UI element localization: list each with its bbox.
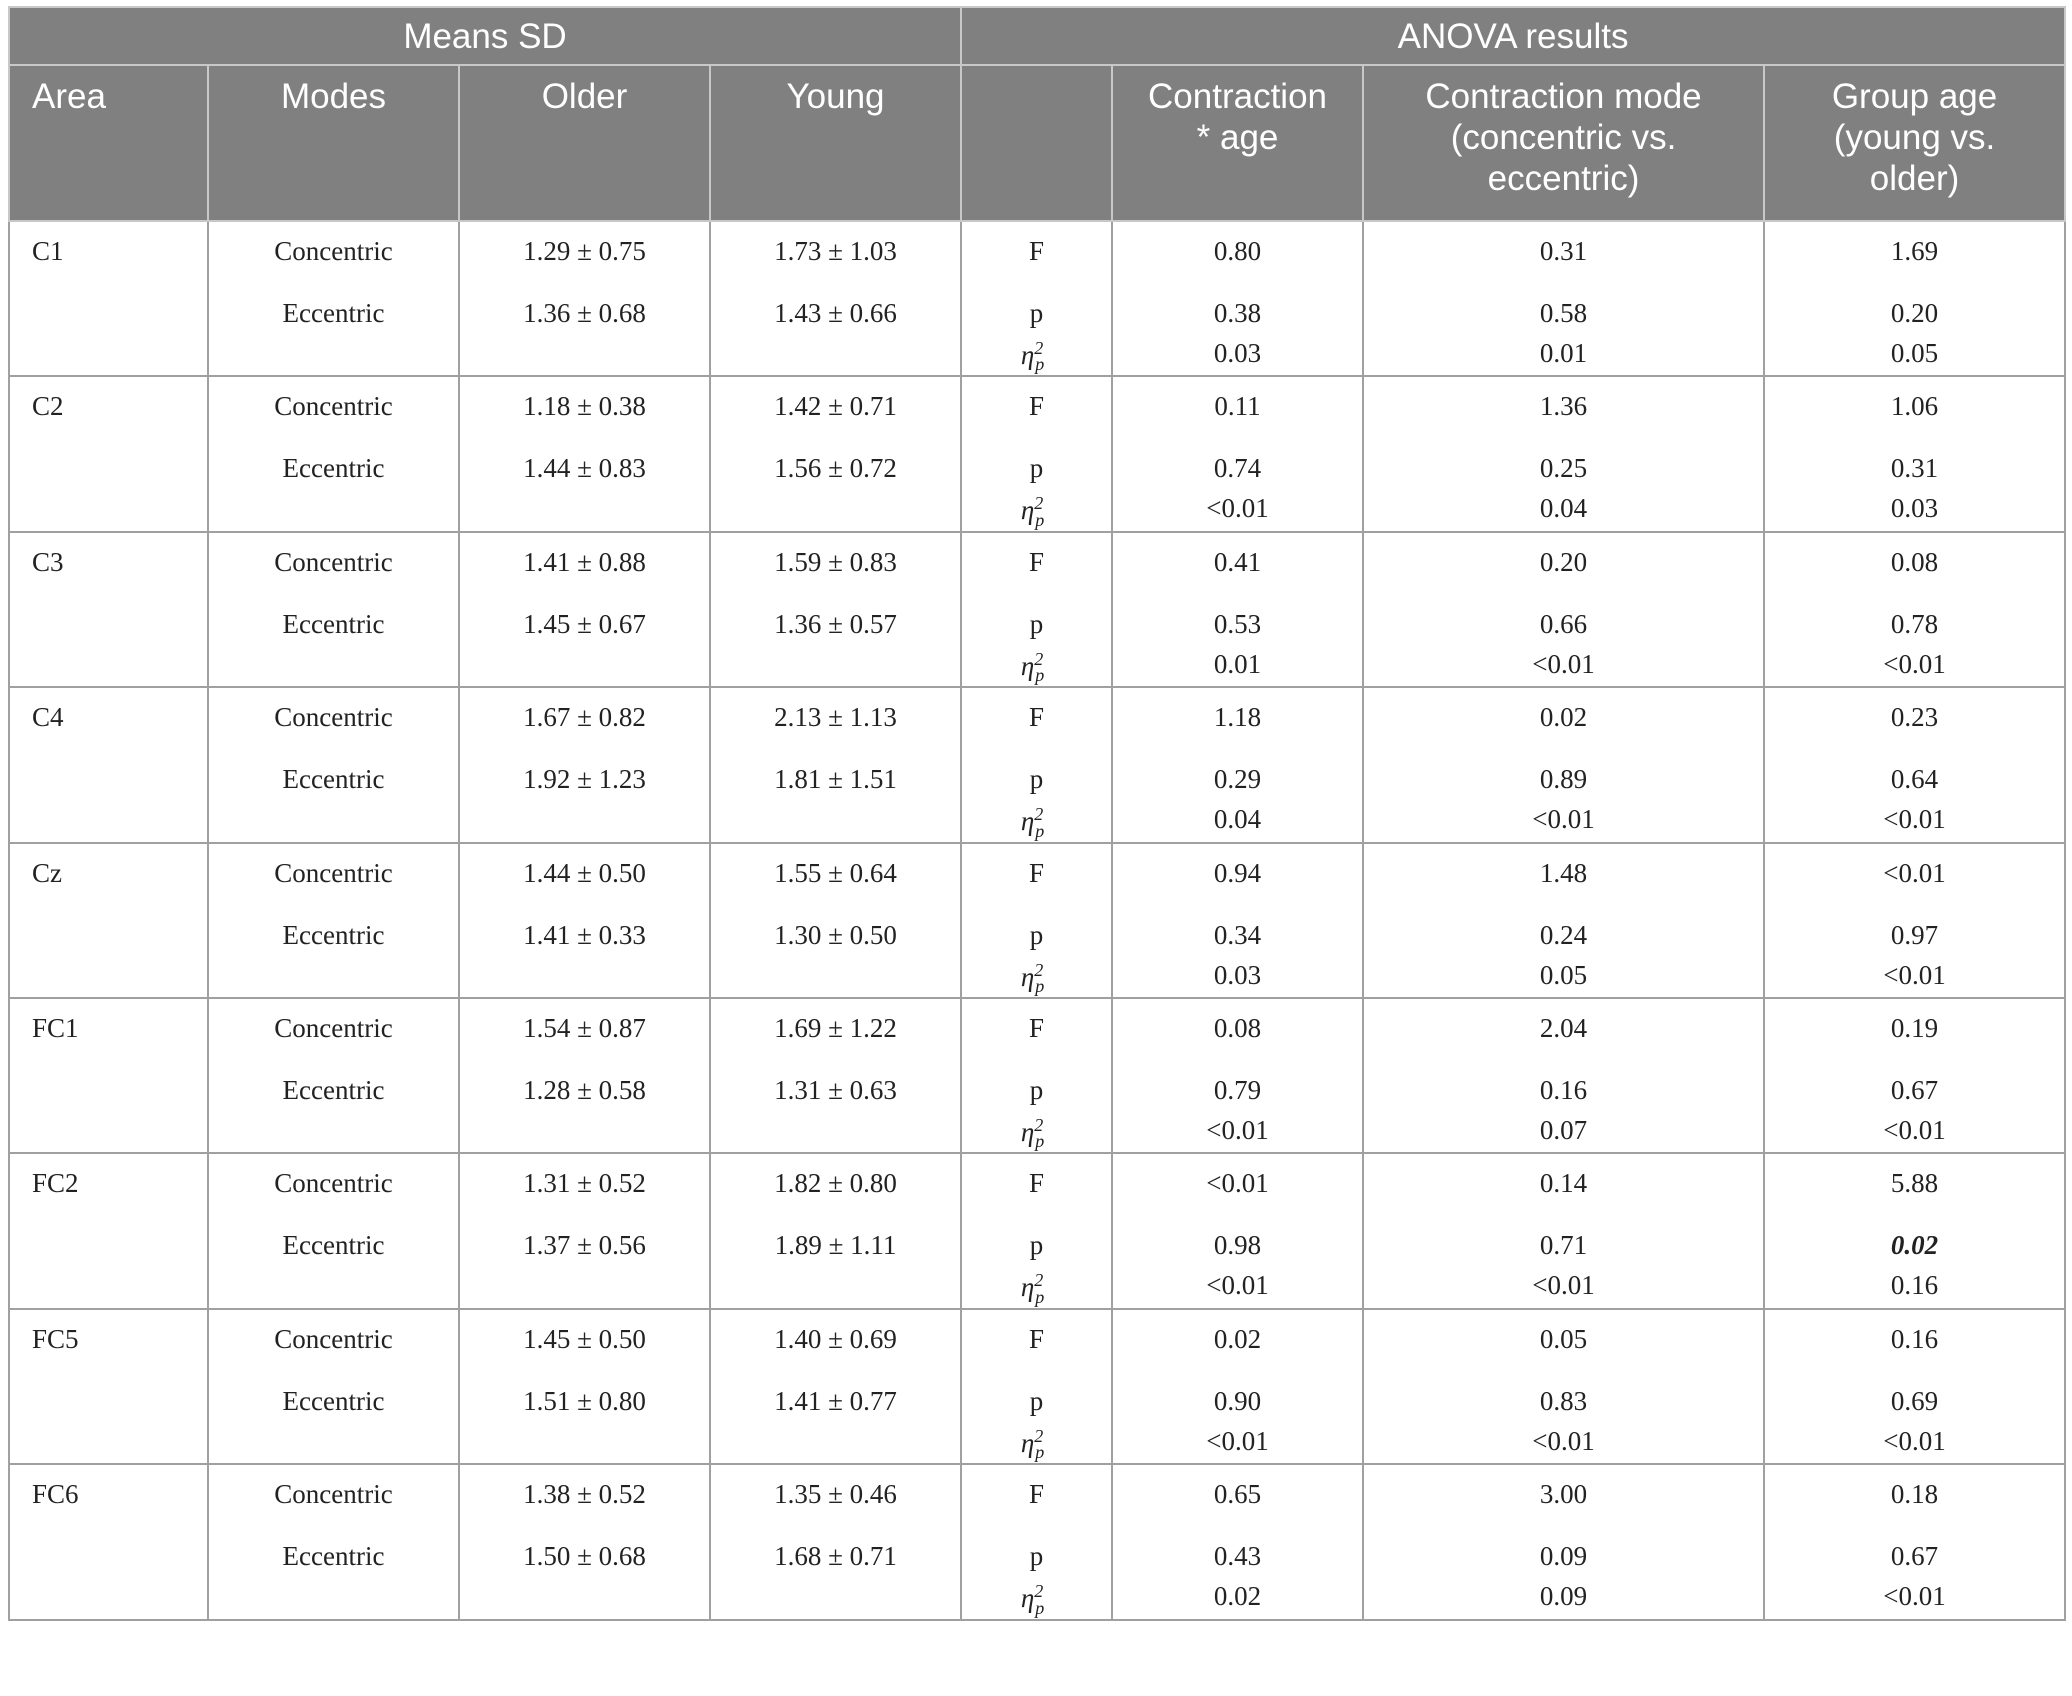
- older-mean-cell: 1.41 ± 0.88: [459, 532, 710, 591]
- mode-cell: Eccentric: [208, 1212, 459, 1270]
- contraction-mode-value-cell: 0.66: [1363, 591, 1764, 649]
- area-row-group: [9, 376, 2065, 531]
- area-cell: [9, 435, 208, 493]
- older-mean-cell: [459, 338, 710, 376]
- area-row-group: [9, 843, 2065, 998]
- table-row: [9, 804, 2065, 842]
- table-row: [9, 280, 2065, 338]
- group-age-value-cell: 0.19: [1764, 998, 2065, 1057]
- interaction-value-cell: 0.29: [1112, 746, 1363, 804]
- contraction-age-column-header: Contraction * age: [1112, 65, 1363, 221]
- contraction-mode-value-cell: 0.01: [1363, 338, 1764, 376]
- young-mean-cell: 1.30 ± 0.50: [710, 902, 961, 960]
- contraction-mode-value-cell: 3.00: [1363, 1464, 1764, 1523]
- contraction-mode-value-cell: <0.01: [1363, 649, 1764, 687]
- young-mean-cell: 1.41 ± 0.77: [710, 1368, 961, 1426]
- table-row: [9, 1270, 2065, 1308]
- older-mean-cell: [459, 804, 710, 842]
- group-age-value-cell: 0.97: [1764, 902, 2065, 960]
- mode-cell: Concentric: [208, 998, 459, 1057]
- contraction-mode-value-cell: 1.36: [1363, 376, 1764, 435]
- young-mean-cell: 2.13 ± 1.13: [710, 687, 961, 746]
- interaction-value-cell: <0.01: [1112, 1270, 1363, 1308]
- interaction-value-cell: 0.11: [1112, 376, 1363, 435]
- young-mean-cell: 1.81 ± 1.51: [710, 746, 961, 804]
- area-row-group: [9, 1153, 2065, 1308]
- area-cell: FC5: [9, 1309, 208, 1368]
- interaction-value-cell: 0.02: [1112, 1581, 1363, 1619]
- mode-cell: [208, 493, 459, 531]
- older-mean-cell: [459, 649, 710, 687]
- contraction-mode-value-cell: 0.24: [1363, 902, 1764, 960]
- interaction-value-cell: 0.41: [1112, 532, 1363, 591]
- interaction-value-cell: 0.94: [1112, 843, 1363, 902]
- mode-cell: [208, 1115, 459, 1153]
- table-row: [9, 649, 2065, 687]
- table-row: [9, 221, 2065, 280]
- contraction-mode-value-cell: 0.20: [1363, 532, 1764, 591]
- mode-cell: Eccentric: [208, 902, 459, 960]
- area-cell: [9, 960, 208, 998]
- older-mean-cell: [459, 1426, 710, 1464]
- young-mean-cell: [710, 493, 961, 531]
- contraction-mode-value-cell: <0.01: [1363, 1426, 1764, 1464]
- young-mean-cell: [710, 960, 961, 998]
- area-cell: [9, 591, 208, 649]
- statistic-label-cell: $\eta^2_p$: [961, 493, 1112, 531]
- modes-column-header: Modes: [208, 65, 459, 221]
- group-age-value-cell: 0.08: [1764, 532, 2065, 591]
- results-table-container: [8, 6, 2064, 1621]
- older-mean-cell: 1.28 ± 0.58: [459, 1057, 710, 1115]
- statistic-label-cell: $\eta^2_p$: [961, 649, 1112, 687]
- statistic-label-cell: $\eta^2_p$: [961, 1270, 1112, 1308]
- older-mean-cell: 1.92 ± 1.23: [459, 746, 710, 804]
- table-row: [9, 435, 2065, 493]
- area-cell: [9, 1523, 208, 1581]
- area-cell: [9, 1270, 208, 1308]
- young-column-header: Young: [710, 65, 961, 221]
- area-row-group: [9, 998, 2065, 1153]
- table-row: [9, 1212, 2065, 1270]
- group-age-value-cell: 0.78: [1764, 591, 2065, 649]
- interaction-value-cell: 0.98: [1112, 1212, 1363, 1270]
- table-row: [9, 591, 2065, 649]
- area-cell: [9, 1581, 208, 1619]
- mode-cell: Eccentric: [208, 1057, 459, 1115]
- young-mean-cell: 1.82 ± 0.80: [710, 1153, 961, 1212]
- table-row: [9, 1115, 2065, 1153]
- area-cell: Cz: [9, 843, 208, 902]
- older-mean-cell: 1.67 ± 0.82: [459, 687, 710, 746]
- interaction-value-cell: 1.18: [1112, 687, 1363, 746]
- older-mean-cell: 1.44 ± 0.50: [459, 843, 710, 902]
- young-mean-cell: [710, 1426, 961, 1464]
- young-mean-cell: [710, 1115, 961, 1153]
- contraction-mode-value-cell: 0.09: [1363, 1523, 1764, 1581]
- group-age-value-cell: 0.16: [1764, 1309, 2065, 1368]
- statistic-label-cell: p: [961, 1212, 1112, 1270]
- mode-cell: Concentric: [208, 843, 459, 902]
- interaction-value-cell: 0.01: [1112, 649, 1363, 687]
- area-column-header: Area: [9, 65, 208, 221]
- contraction-mode-value-cell: 1.48: [1363, 843, 1764, 902]
- interaction-value-cell: 0.90: [1112, 1368, 1363, 1426]
- means-sd-group-header: Means SD: [9, 7, 961, 65]
- older-mean-cell: 1.50 ± 0.68: [459, 1523, 710, 1581]
- statistic-label-cell: $\eta^2_p$: [961, 338, 1112, 376]
- mode-cell: Eccentric: [208, 1523, 459, 1581]
- statistic-label-cell: p: [961, 1368, 1112, 1426]
- area-cell: [9, 338, 208, 376]
- interaction-value-cell: 0.65: [1112, 1464, 1363, 1523]
- young-mean-cell: 1.43 ± 0.66: [710, 280, 961, 338]
- mode-cell: Concentric: [208, 1153, 459, 1212]
- interaction-value-cell: 0.74: [1112, 435, 1363, 493]
- young-mean-cell: 1.55 ± 0.64: [710, 843, 961, 902]
- group-age-value-cell: 0.02: [1764, 1212, 2065, 1270]
- table-row: [9, 338, 2065, 376]
- area-cell: C3: [9, 532, 208, 591]
- area-row-group: [9, 1309, 2065, 1464]
- results-table: [8, 6, 2066, 1621]
- young-mean-cell: 1.35 ± 0.46: [710, 1464, 961, 1523]
- statistic-label-cell: F: [961, 221, 1112, 280]
- table-row: [9, 493, 2065, 531]
- older-mean-cell: 1.37 ± 0.56: [459, 1212, 710, 1270]
- interaction-value-cell: 0.03: [1112, 338, 1363, 376]
- statistic-label-cell: F: [961, 376, 1112, 435]
- older-mean-cell: [459, 1115, 710, 1153]
- contraction-mode-value-cell: 0.83: [1363, 1368, 1764, 1426]
- young-mean-cell: 1.69 ± 1.22: [710, 998, 961, 1057]
- area-cell: FC2: [9, 1153, 208, 1212]
- contraction-mode-value-cell: 0.16: [1363, 1057, 1764, 1115]
- older-mean-cell: [459, 960, 710, 998]
- area-row-group: [9, 1464, 2065, 1619]
- table-row: [9, 746, 2065, 804]
- anova-results-group-header: ANOVA results: [961, 7, 2065, 65]
- interaction-value-cell: 0.53: [1112, 591, 1363, 649]
- contraction-mode-value-cell: 0.71: [1363, 1212, 1764, 1270]
- older-mean-cell: 1.54 ± 0.87: [459, 998, 710, 1057]
- mode-cell: Concentric: [208, 376, 459, 435]
- young-mean-cell: [710, 338, 961, 376]
- older-column-header: Older: [459, 65, 710, 221]
- table-row: [9, 532, 2065, 591]
- group-age-value-cell: <0.01: [1764, 1115, 2065, 1153]
- statistic-label-cell: F: [961, 532, 1112, 591]
- group-age-value-cell: <0.01: [1764, 960, 2065, 998]
- young-mean-cell: [710, 649, 961, 687]
- contraction-mode-value-cell: 0.09: [1363, 1581, 1764, 1619]
- statistic-label-cell: F: [961, 998, 1112, 1057]
- contraction-mode-value-cell: 0.25: [1363, 435, 1764, 493]
- older-mean-cell: 1.45 ± 0.50: [459, 1309, 710, 1368]
- young-mean-cell: 1.59 ± 0.83: [710, 532, 961, 591]
- group-age-value-cell: <0.01: [1764, 804, 2065, 842]
- group-age-column-header: Group age (young vs. older): [1764, 65, 2065, 221]
- table-row: [9, 1464, 2065, 1523]
- group-age-value-cell: 1.69: [1764, 221, 2065, 280]
- group-age-value-cell: <0.01: [1764, 843, 2065, 902]
- young-mean-cell: 1.68 ± 0.71: [710, 1523, 961, 1581]
- older-mean-cell: 1.31 ± 0.52: [459, 1153, 710, 1212]
- area-cell: [9, 1212, 208, 1270]
- young-mean-cell: [710, 804, 961, 842]
- statistic-label-cell: p: [961, 1523, 1112, 1581]
- young-mean-cell: 1.31 ± 0.63: [710, 1057, 961, 1115]
- older-mean-cell: 1.36 ± 0.68: [459, 280, 710, 338]
- older-mean-cell: 1.18 ± 0.38: [459, 376, 710, 435]
- table-row: [9, 1153, 2065, 1212]
- mode-cell: [208, 1270, 459, 1308]
- young-mean-cell: 1.36 ± 0.57: [710, 591, 961, 649]
- statistic-label-cell: F: [961, 1309, 1112, 1368]
- table-row: [9, 1368, 2065, 1426]
- area-cell: FC6: [9, 1464, 208, 1523]
- young-mean-cell: 1.42 ± 0.71: [710, 376, 961, 435]
- group-age-value-cell: 1.06: [1764, 376, 2065, 435]
- statistic-label-cell: p: [961, 591, 1112, 649]
- older-mean-cell: 1.29 ± 0.75: [459, 221, 710, 280]
- statistic-label-cell: p: [961, 1057, 1112, 1115]
- older-mean-cell: 1.44 ± 0.83: [459, 435, 710, 493]
- group-age-value-cell: 0.69: [1764, 1368, 2065, 1426]
- group-age-value-cell: 0.20: [1764, 280, 2065, 338]
- area-cell: [9, 1115, 208, 1153]
- area-cell: FC1: [9, 998, 208, 1057]
- group-age-value-cell: 0.16: [1764, 1270, 2065, 1308]
- area-cell: [9, 649, 208, 687]
- interaction-value-cell: <0.01: [1112, 493, 1363, 531]
- table-row: [9, 1426, 2065, 1464]
- mode-cell: [208, 1581, 459, 1619]
- area-cell: [9, 746, 208, 804]
- table-row: [9, 1309, 2065, 1368]
- area-row-group: [9, 532, 2065, 687]
- statistic-label-cell: p: [961, 435, 1112, 493]
- mode-cell: [208, 649, 459, 687]
- group-age-value-cell: 0.03: [1764, 493, 2065, 531]
- group-age-value-cell: 0.67: [1764, 1057, 2065, 1115]
- group-age-value-cell: 0.05: [1764, 338, 2065, 376]
- statistic-label-cell: $\eta^2_p$: [961, 804, 1112, 842]
- area-row-group: [9, 221, 2065, 376]
- mode-cell: Concentric: [208, 221, 459, 280]
- contraction-mode-value-cell: <0.01: [1363, 1270, 1764, 1308]
- mode-cell: [208, 338, 459, 376]
- group-age-value-cell: 0.31: [1764, 435, 2065, 493]
- statistic-label-cell: p: [961, 280, 1112, 338]
- table-row: [9, 843, 2065, 902]
- interaction-value-cell: 0.34: [1112, 902, 1363, 960]
- group-age-value-cell: <0.01: [1764, 1581, 2065, 1619]
- statistic-label-cell: F: [961, 1153, 1112, 1212]
- older-mean-cell: [459, 1581, 710, 1619]
- contraction-mode-column-header: Contraction mode (concentric vs. eccentric): [1363, 65, 1764, 221]
- interaction-value-cell: 0.80: [1112, 221, 1363, 280]
- contraction-mode-value-cell: 0.07: [1363, 1115, 1764, 1153]
- mode-cell: Concentric: [208, 532, 459, 591]
- table-row: [9, 687, 2065, 746]
- group-age-value-cell: <0.01: [1764, 1426, 2065, 1464]
- interaction-value-cell: <0.01: [1112, 1426, 1363, 1464]
- older-mean-cell: 1.45 ± 0.67: [459, 591, 710, 649]
- young-mean-cell: [710, 1581, 961, 1619]
- group-age-value-cell: 0.64: [1764, 746, 2065, 804]
- mode-cell: [208, 1426, 459, 1464]
- area-row-group: [9, 687, 2065, 842]
- statistic-label-cell: F: [961, 1464, 1112, 1523]
- table-row: [9, 376, 2065, 435]
- statistic-label-cell: p: [961, 902, 1112, 960]
- young-mean-cell: 1.89 ± 1.11: [710, 1212, 961, 1270]
- group-age-value-cell: 5.88: [1764, 1153, 2065, 1212]
- area-cell: [9, 902, 208, 960]
- statistic-label-cell: $\eta^2_p$: [961, 1115, 1112, 1153]
- contraction-mode-value-cell: 0.14: [1363, 1153, 1764, 1212]
- table-row: [9, 902, 2065, 960]
- mode-cell: [208, 804, 459, 842]
- area-cell: C4: [9, 687, 208, 746]
- mode-cell: Concentric: [208, 687, 459, 746]
- older-mean-cell: [459, 1270, 710, 1308]
- interaction-value-cell: <0.01: [1112, 1153, 1363, 1212]
- contraction-mode-value-cell: 0.89: [1363, 746, 1764, 804]
- mode-cell: Concentric: [208, 1464, 459, 1523]
- statistic-label-cell: F: [961, 687, 1112, 746]
- young-mean-cell: 1.56 ± 0.72: [710, 435, 961, 493]
- table-row: [9, 1057, 2065, 1115]
- contraction-mode-value-cell: 0.02: [1363, 687, 1764, 746]
- statistic-column-header: [961, 65, 1112, 221]
- interaction-value-cell: 0.38: [1112, 280, 1363, 338]
- older-mean-cell: 1.41 ± 0.33: [459, 902, 710, 960]
- mode-cell: [208, 960, 459, 998]
- mode-cell: Eccentric: [208, 746, 459, 804]
- statistic-label-cell: $\eta^2_p$: [961, 1581, 1112, 1619]
- area-cell: C2: [9, 376, 208, 435]
- older-mean-cell: 1.51 ± 0.80: [459, 1368, 710, 1426]
- interaction-value-cell: 0.79: [1112, 1057, 1363, 1115]
- table-row: [9, 1581, 2065, 1619]
- area-cell: [9, 1057, 208, 1115]
- mode-cell: Concentric: [208, 1309, 459, 1368]
- group-age-value-cell: 0.23: [1764, 687, 2065, 746]
- area-cell: [9, 1426, 208, 1464]
- young-mean-cell: 1.73 ± 1.03: [710, 221, 961, 280]
- interaction-value-cell: 0.03: [1112, 960, 1363, 998]
- statistic-label-cell: $\eta^2_p$: [961, 960, 1112, 998]
- mode-cell: Eccentric: [208, 1368, 459, 1426]
- interaction-value-cell: 0.08: [1112, 998, 1363, 1057]
- area-cell: [9, 804, 208, 842]
- mode-cell: Eccentric: [208, 280, 459, 338]
- interaction-value-cell: 0.04: [1112, 804, 1363, 842]
- table-row: [9, 960, 2065, 998]
- mode-cell: Eccentric: [208, 435, 459, 493]
- young-mean-cell: 1.40 ± 0.69: [710, 1309, 961, 1368]
- interaction-value-cell: <0.01: [1112, 1115, 1363, 1153]
- statistic-label-cell: $\eta^2_p$: [961, 1426, 1112, 1464]
- table-row: [9, 1523, 2065, 1581]
- group-age-value-cell: 0.18: [1764, 1464, 2065, 1523]
- contraction-mode-value-cell: 0.31: [1363, 221, 1764, 280]
- contraction-mode-value-cell: 0.05: [1363, 960, 1764, 998]
- area-cell: [9, 1368, 208, 1426]
- interaction-value-cell: 0.43: [1112, 1523, 1363, 1581]
- table-row: [9, 998, 2065, 1057]
- area-cell: [9, 280, 208, 338]
- interaction-value-cell: 0.02: [1112, 1309, 1363, 1368]
- group-age-value-cell: 0.67: [1764, 1523, 2065, 1581]
- contraction-mode-value-cell: 0.58: [1363, 280, 1764, 338]
- contraction-mode-value-cell: 0.05: [1363, 1309, 1764, 1368]
- contraction-mode-value-cell: 2.04: [1363, 998, 1764, 1057]
- area-cell: [9, 493, 208, 531]
- young-mean-cell: [710, 1270, 961, 1308]
- older-mean-cell: [459, 493, 710, 531]
- older-mean-cell: 1.38 ± 0.52: [459, 1464, 710, 1523]
- group-age-value-cell: <0.01: [1764, 649, 2065, 687]
- contraction-mode-value-cell: <0.01: [1363, 804, 1764, 842]
- statistic-label-cell: p: [961, 746, 1112, 804]
- contraction-mode-value-cell: 0.04: [1363, 493, 1764, 531]
- statistic-label-cell: F: [961, 843, 1112, 902]
- mode-cell: Eccentric: [208, 591, 459, 649]
- area-cell: C1: [9, 221, 208, 280]
